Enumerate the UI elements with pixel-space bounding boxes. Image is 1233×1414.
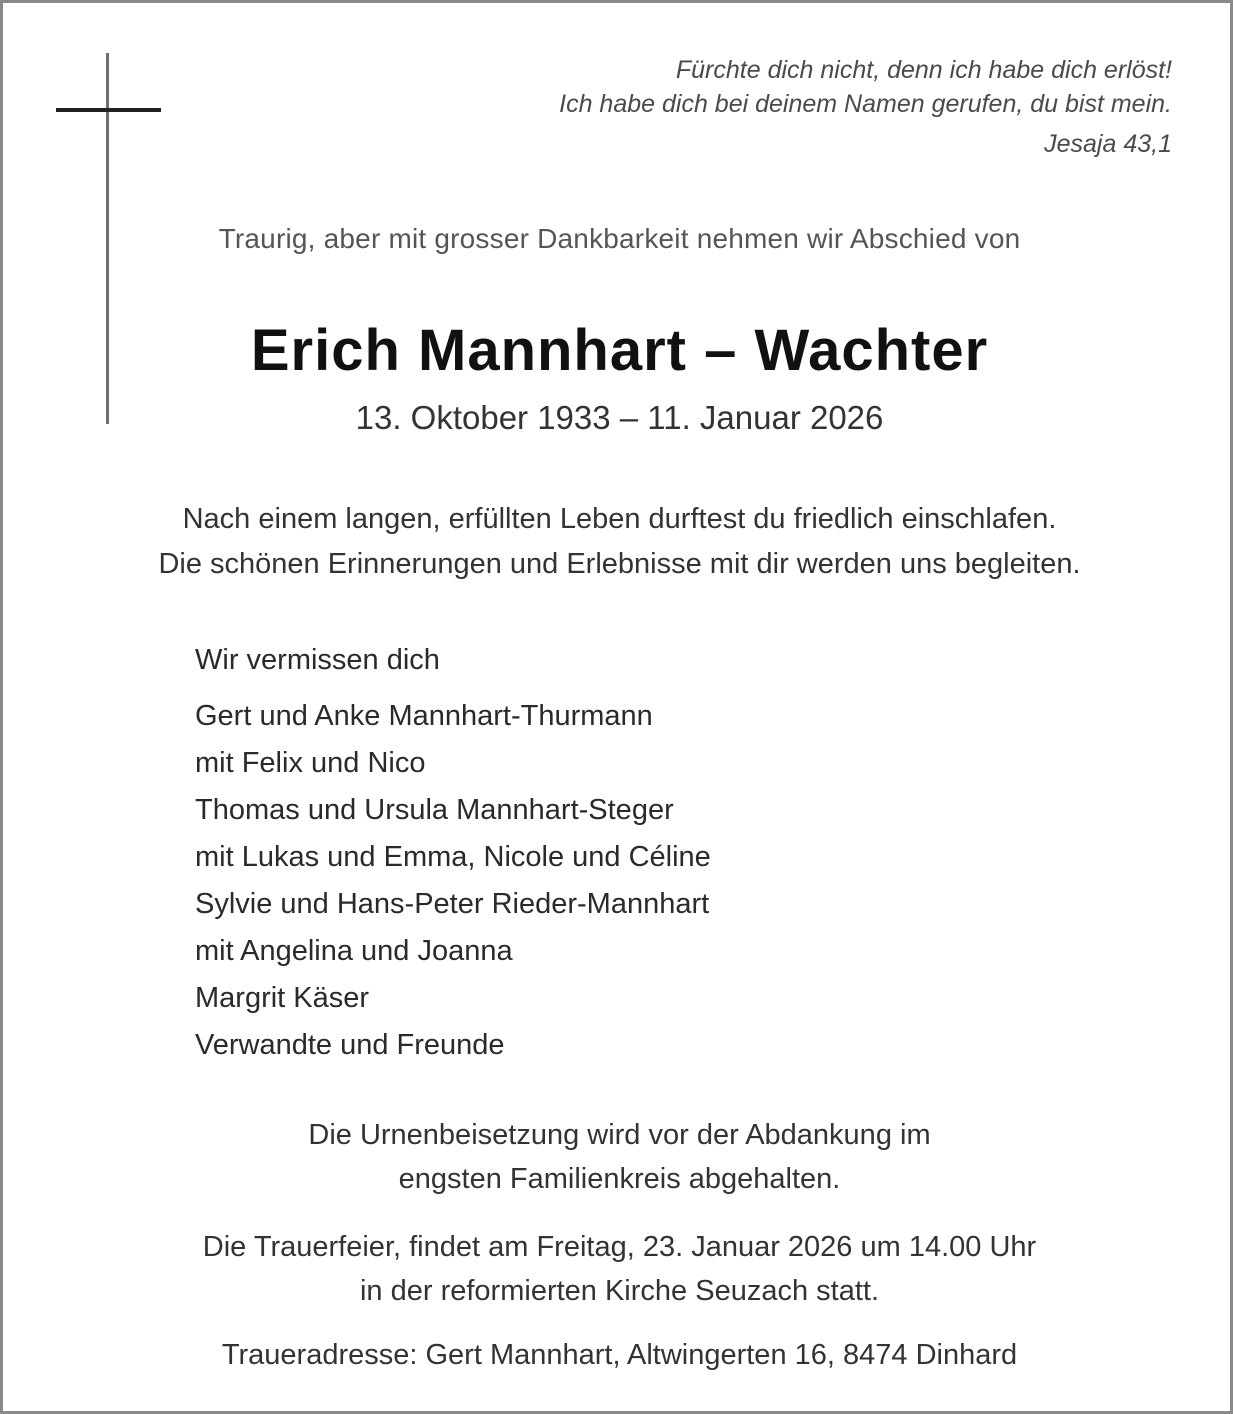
family-member: mit Angelina und Joanna	[195, 935, 513, 967]
memorial-message	[3, 497, 1233, 587]
family-member: Verwandte und Freunde	[195, 1029, 505, 1061]
family-member: Sylvie und Hans-Peter Rieder-Mannhart	[195, 888, 710, 920]
funeral-service-info	[3, 1225, 1233, 1313]
mourning-address: Traueradresse: Gert Mannhart, Altwingerten 16, 8474 Dinhard	[221, 1339, 1018, 1371]
family-members	[195, 693, 711, 1069]
cross-horizontal-bar	[56, 108, 161, 112]
service-line-1: Die Trauerfeier, findet am Freitag, 23. Januar 2026 um 14.00 Uhr	[202, 1231, 1037, 1263]
intro-text: Traurig, aber mit grosser Dankbarkeit nehmen wir Abschied von	[218, 223, 1021, 254]
family-list	[195, 641, 711, 1069]
deceased-name: Erich Mannhart – Wachter	[250, 318, 989, 383]
message-line-1: Nach einem langen, erfüllten Leben durftest du friedlich einschlafen.	[182, 503, 1057, 535]
burial-line-2: engsten Familienkreis abgehalten.	[398, 1163, 841, 1195]
service-line-2: in der reformierten Kirche Seuzach statt.	[359, 1275, 879, 1307]
life-dates: 13. Oktober 1933 – 11. Januar 2026	[355, 399, 884, 436]
bible-verse	[559, 53, 1172, 161]
verse-line-1: Fürchte dich nicht, denn ich habe dich erlöst!	[675, 56, 1172, 84]
burial-line-1: Die Urnenbeisetzung wird vor der Abdankung im	[308, 1119, 931, 1151]
family-member: mit Felix und Nico	[195, 747, 426, 779]
family-heading: Wir vermissen dich	[195, 644, 440, 676]
verse-reference: Jesaja 43,1	[1044, 130, 1172, 158]
burial-info	[3, 1113, 1233, 1201]
message-line-2: Die schönen Erinnerungen und Erlebnisse mit dir werden uns begleiten.	[158, 548, 1081, 580]
family-member: Margrit Käser	[195, 982, 370, 1014]
family-member: Gert und Anke Mannhart-Thurmann	[195, 700, 653, 732]
family-member: Thomas und Ursula Mannhart-Steger	[195, 794, 674, 826]
family-member: mit Lukas und Emma, Nicole und Céline	[195, 841, 711, 873]
verse-line-2: Ich habe dich bei deinem Namen gerufen, du bist mein.	[559, 90, 1172, 118]
